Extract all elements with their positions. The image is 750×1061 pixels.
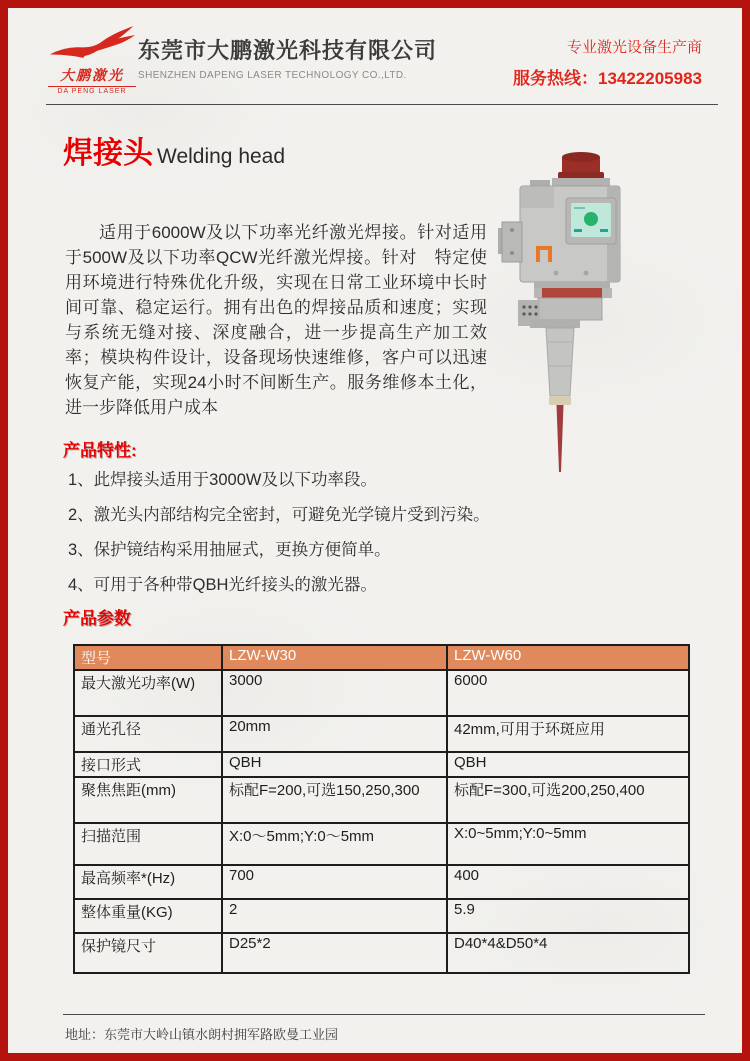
company-name-en: SHENZHEN DAPENG LASER TECHNOLOGY CO.,LTD. — [138, 70, 407, 81]
company-tagline: 专业激光设备生产商 — [566, 39, 702, 56]
parameters-table — [73, 644, 690, 974]
param-label: 扫描范围 — [74, 823, 222, 865]
footer-divider — [63, 1014, 705, 1015]
features-list — [68, 466, 490, 606]
param-value: 3000 — [222, 670, 447, 716]
param-value: QBH — [447, 752, 689, 777]
param-label: 整体重量(KG) — [74, 899, 222, 933]
param-value: D25*2 — [222, 933, 447, 973]
logo-text-en: DA PENG LASER — [57, 88, 127, 95]
table-header-cell: LZW-W30 — [222, 645, 447, 670]
header-contact-block — [513, 36, 702, 89]
param-label: 通光孔径 — [74, 716, 222, 752]
param-value: X:0～5mm;Y:0～5mm — [222, 823, 447, 865]
company-logo — [48, 24, 136, 95]
param-label: 聚焦焦距(mm) — [74, 777, 222, 823]
parameters-heading: 产品参数 — [63, 609, 131, 628]
company-name-cn: 东莞市大鹏激光科技有限公司 — [138, 38, 438, 63]
feature-item: 4、可用于各种带QBH光纤接头的激光器。 — [68, 576, 377, 594]
param-value: QBH — [222, 752, 447, 777]
table-row — [74, 777, 689, 823]
service-hotline: 服务热线：13422205983 — [512, 69, 702, 88]
welding-head-product-image — [490, 150, 675, 480]
table-row — [74, 716, 689, 752]
param-value: 标配F=200,可选150,250,300 — [222, 777, 447, 823]
header-divider — [46, 104, 718, 105]
product-intro-paragraph: 适用于6000W及以下功率光纤激光焊接。针对适用于500W及以下功率QCW光纤激光焊接。针对 特定使用环境进行特殊优化升级，实现在日常工业环境中长时间可靠、稳定运行。拥有出色的焊接品质和速度；实现与系统无缝对接、深度融合，进一步提高生产加工效率；模块构件设计，设备现场快速维修，客户可以迅速恢复产能，实现24小时不间断生产。服务维修本土化，进一步降低用户成本 — [65, 223, 487, 417]
feature-item: 2、激光头内部结构完全密封，可避免光学镜片受到污染。 — [68, 506, 490, 524]
param-label: 最高频率*(Hz) — [74, 865, 222, 899]
param-value: 5.9 — [447, 899, 689, 933]
feature-item: 3、保护镜结构采用抽屉式，更换方便简单。 — [68, 541, 391, 559]
table-row — [74, 933, 689, 973]
param-value: 700 — [222, 865, 447, 899]
table-row — [74, 752, 689, 777]
table-row — [74, 899, 689, 933]
param-value: 42mm,可用于环斑应用 — [447, 716, 689, 752]
features-heading: 产品特性: — [63, 441, 137, 460]
param-label: 最大激光功率(W) — [74, 670, 222, 716]
eagle-icon — [48, 24, 136, 60]
table-row — [74, 670, 689, 716]
param-value: 标配F=300,可选200,250,400 — [447, 777, 689, 823]
param-value: 6000 — [447, 670, 689, 716]
table-header-cell: 型号 — [74, 645, 222, 670]
param-label: 接口形式 — [74, 752, 222, 777]
company-name-block — [138, 34, 437, 81]
logo-text-cn: 大鹏激光 — [48, 65, 136, 87]
param-value: X:0~5mm;Y:0~5mm — [447, 823, 689, 865]
table-header-cell: LZW-W60 — [447, 645, 689, 670]
page-title — [63, 128, 285, 172]
param-value: 400 — [447, 865, 689, 899]
param-value: D40*4&D50*4 — [447, 933, 689, 973]
param-label: 保护镜尺寸 — [74, 933, 222, 973]
table-header-row — [74, 645, 689, 670]
table-row — [74, 865, 689, 899]
page-title-en: Welding head — [157, 145, 286, 168]
param-value: 2 — [222, 899, 447, 933]
feature-item: 1、此焊接头适用于3000W及以下功率段。 — [68, 471, 377, 489]
param-value: 20mm — [222, 716, 447, 752]
page-title-cn: 焊接头 — [63, 137, 153, 170]
table-row — [74, 823, 689, 865]
footer-address: 地址：东莞市大岭山镇水朗村拥军路欧曼工业园 — [65, 1027, 339, 1042]
